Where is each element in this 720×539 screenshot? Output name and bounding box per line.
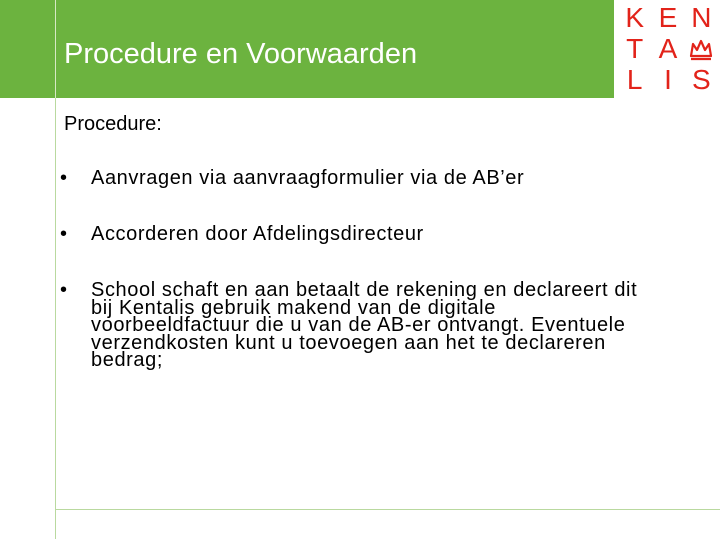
logo-letter: A	[658, 32, 678, 64]
title-bar-divider	[55, 0, 56, 98]
horizontal-rule	[55, 509, 720, 510]
bullet-item	[60, 279, 651, 371]
logo-letter: I	[664, 64, 672, 96]
bullet-text: Aanvragen via aanvraagformulier via de AB’er	[91, 167, 525, 189]
slide-content	[60, 112, 638, 371]
logo-letter: E	[658, 1, 678, 33]
title-bar	[0, 0, 614, 98]
crown-icon	[685, 33, 718, 64]
bullet-dot: •	[60, 167, 68, 189]
logo-letter: L	[626, 64, 643, 96]
logo-letter: K	[625, 1, 644, 33]
bullet-dot: •	[60, 279, 68, 301]
bullet-item	[60, 223, 424, 245]
kentalis-logo	[614, 0, 720, 98]
logo-letter: T	[626, 32, 644, 64]
logo-letter: N	[691, 1, 712, 33]
bullet-text: Accorderen door Afdelingsdirecteur	[91, 223, 424, 245]
bullet-text: School schaft en aan betaalt de rekening en declareert dit bij Kentalis gebruik makend van de digitale voorbeeldfactuur die u van de AB-er ontvangt. Eventuele verzendkosten kunt u toevoegen aan het te declareren bedrag;	[91, 279, 638, 371]
vertical-rule	[55, 98, 56, 539]
section-heading: Procedure:	[64, 113, 162, 135]
bullet-dot: •	[60, 223, 68, 245]
bullet-item	[60, 167, 525, 189]
slide-title: Procedure en Voorwaarden	[64, 38, 418, 70]
logo-letter: S	[691, 64, 711, 96]
